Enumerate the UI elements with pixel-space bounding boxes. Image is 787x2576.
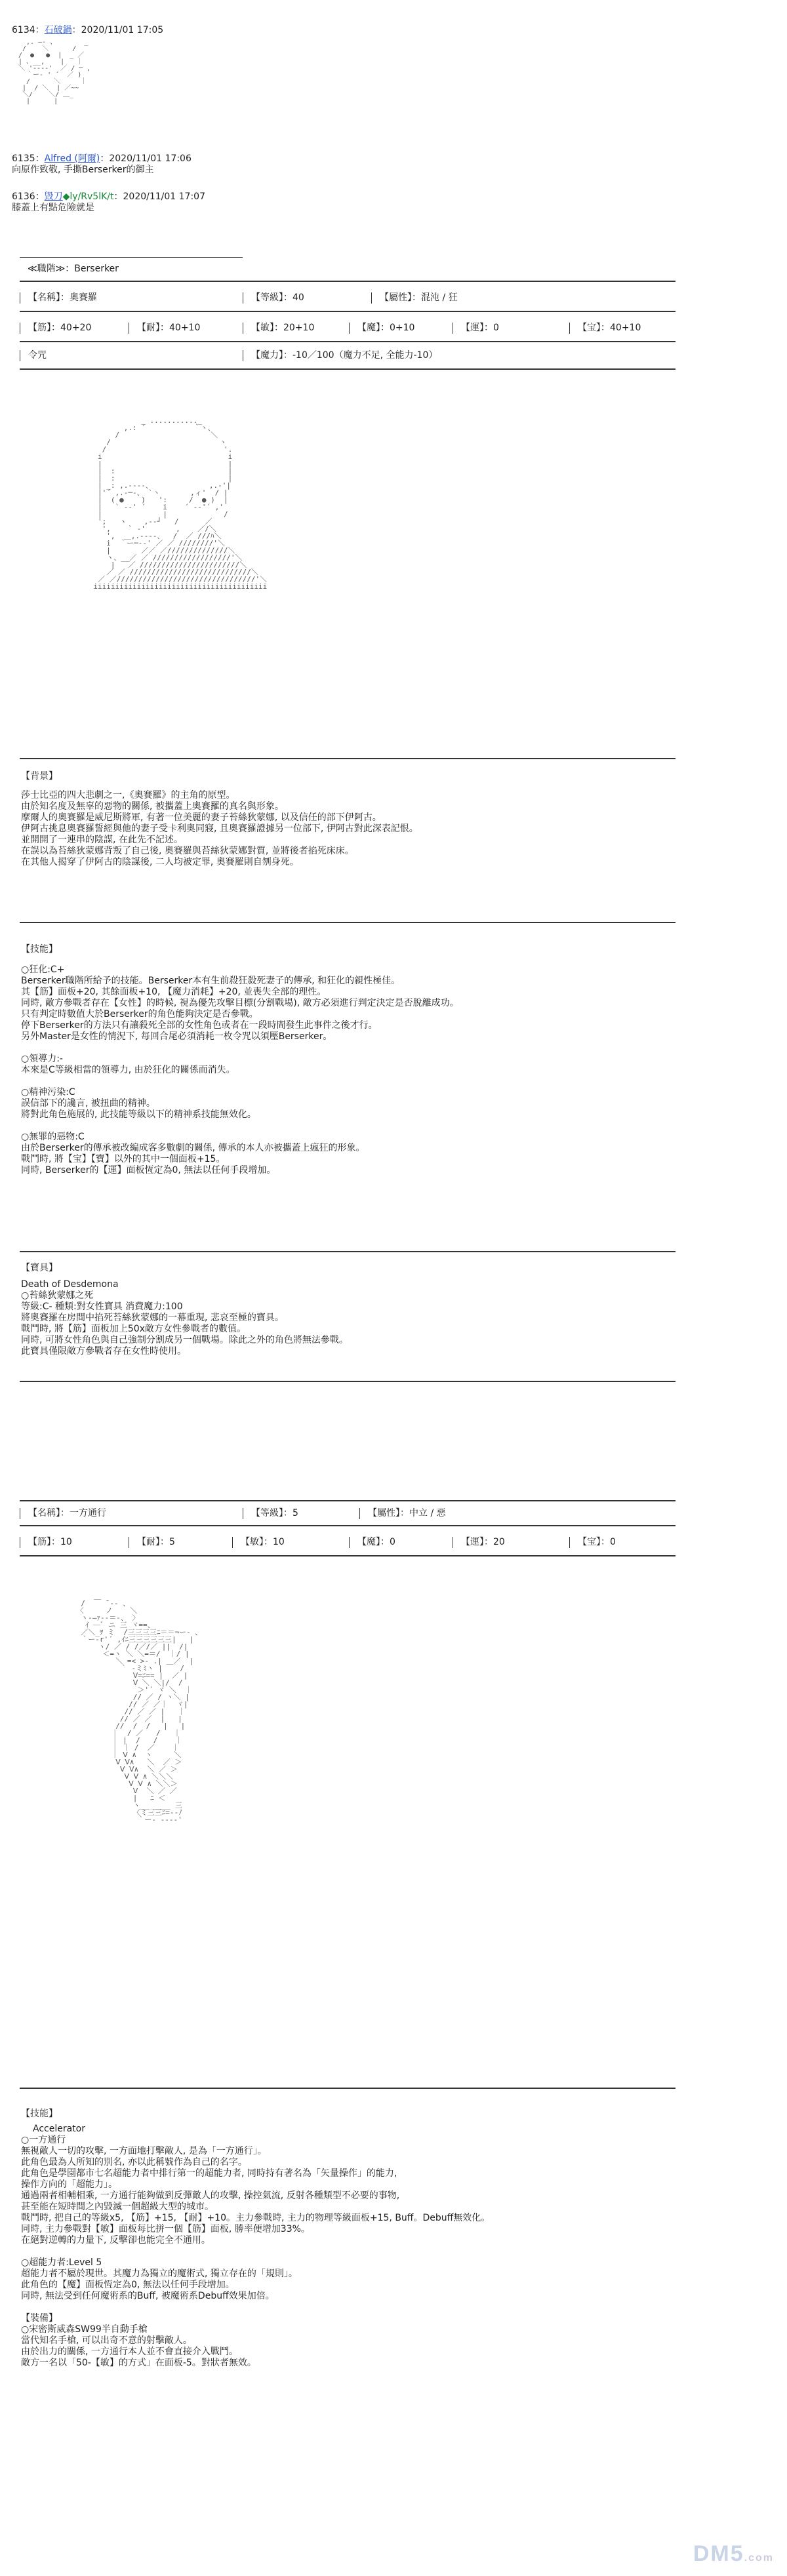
skill2-line: 當代知名手槍, 可以出奇不意的射擊敵人。 (21, 2335, 192, 2346)
card1-rule (20, 311, 676, 312)
skill2-line: 超能力者不屬於現世。其魔力為獨立的魔術式, 獨立存在的「規則」。 (21, 2269, 298, 2279)
skill-line: 其【筋】面板+20, 其餘面板+10, 【魔力消耗】+20, 並喪失全部的理性。 (21, 987, 327, 997)
background-line: 在其他人揭穿了伊阿古的陰謀後, 二人均被定罪, 奧賽羅則自刎身死。 (21, 857, 299, 867)
watermark-logo: DM5 (693, 2541, 744, 2566)
noble-line: ○苔絲狄蒙娜之死 (21, 1290, 94, 1301)
noble-line: 同時, 可將女性角色與自己強制分割成另一個戰場。除此之外的角色將無法參戰。 (21, 1335, 348, 1345)
card2-str: 【筋】：10 (20, 1537, 72, 1548)
post-number: 6136： (12, 191, 45, 202)
card1-rule (20, 368, 676, 370)
post-6135 (12, 153, 192, 176)
noble-line: 此寶具僅限敵方參戰者存在女性時使用。 (21, 1346, 186, 1357)
noble-line: 等級:C- 種類:對女性寶具 消費魔力:100 (21, 1301, 183, 1312)
section-rule (20, 2088, 676, 2089)
card2-name: 【名稱】：一方通行 (20, 1508, 106, 1519)
skill2-line: ○一方通行 (21, 2135, 66, 2145)
background-header: 【背景】 (21, 771, 58, 782)
ascii-art-doodle: ,. ―‐ 、 _ / ＼ / / ● ● | _ ／ | 、__, | ｜ ＼ '‐--‐' ／ / ─ , ｀ー‐ ' ´ ／ ) / ＼ ｜ | / ＼ | ／~~ ＼/ ＼/ ＿_ | | (18, 39, 91, 105)
card2-rule (20, 1555, 676, 1556)
skill-line: ○領導力:- (21, 1054, 63, 1064)
background-section (21, 771, 677, 868)
card1-rule (20, 281, 676, 282)
card1-magic: 【魔力】：-10／100（魔力不足, 全能力-10） (243, 350, 437, 361)
post-author-link[interactable]: 毀刀 (44, 191, 63, 202)
background-line: 伊阿古挑息奧賽羅誓經與他的妻子受卡利奧同寢, 且奧賽羅證據另一位部下, 伊阿古對此深表記恨。 (21, 823, 418, 834)
skills-section (21, 944, 677, 1176)
card1-command-seal: 令咒 (20, 350, 47, 361)
skill2-line: 操作方向的「超能力」。 (21, 2179, 117, 2190)
skill2-line: 同時, 主力參戰對【敏】面板每比拼一個【筋】面板, 勝率便增加33%。 (21, 2224, 310, 2234)
watermark-domain: .com (744, 2552, 774, 2564)
skill2-line: 此角色是學園都市七名超能力者中排行第一的超能力者, 同時持有著名為「矢量操作」的能力, (21, 2168, 397, 2179)
skill2-line: 通過兩者相輔相乘, 一方通行能夠做到反彈敵人的攻擊, 操控氣流, 反射各種類型不必要的事物, (21, 2190, 400, 2201)
card2-agi: 【敏】：10 (232, 1537, 285, 1548)
skills2-section (21, 2109, 677, 2369)
background-line: 摩爾人的奧賽羅是威尼斯將軍, 有著一位美麗的妻子苔絲狄蒙娜, 以及信任的部下伊阿古。 (21, 812, 382, 823)
skill2-line: 敵方一名以「50-【敏】的方式」在面板-5。對狀者無效。 (21, 2358, 256, 2368)
card2-rule (20, 1525, 676, 1526)
card1-level: 【等級】：40 (243, 292, 304, 304)
section-rule (20, 1381, 676, 1382)
post-trip: ◆ly/Rv5lK/t (62, 191, 114, 202)
skill-line: 誤信部下的讒言, 被扭曲的精神。 (21, 1098, 155, 1109)
card1-agi: 【敏】：20+10 (243, 323, 314, 334)
skill-line: Berserker職階所給予的技能。Berserker本有生前殺狂殺死妻子的傳承, 和狂化的親性極佳。 (21, 976, 401, 986)
skills-header: 【技能】 (21, 944, 58, 955)
skill2-line: ○宋密斯威森SW99半自動手槍 (21, 2324, 148, 2335)
background-line: 並開開了一連串的陰謀, 在此先不記述。 (21, 835, 183, 845)
card1-end: 【耐】：40+10 (129, 323, 200, 334)
card2-alignment: 【屬性】：中立 / 惡 (359, 1508, 446, 1519)
post-6136 (12, 191, 205, 214)
post-date: ：2020/11/01 17:05 (71, 25, 164, 35)
noble-title: Death of Desdemona (21, 1279, 119, 1290)
card1-alignment: 【屬性】：混沌 / 狂 (371, 292, 458, 304)
skill-line: 本來是C等級相當的領導力, 由於狂化的關係而消失。 (21, 1065, 235, 1075)
card1-rule (20, 341, 676, 342)
post-author-link[interactable]: Alfred (阿爾) (44, 153, 100, 164)
post-author-link[interactable]: 石破鍋 (44, 25, 72, 35)
post-number: 6134： (12, 25, 45, 35)
noble-line: 將奧賽羅在房間中掐死苔絲狄蒙娜的一幕重現, 悲哀至極的寶具。 (21, 1313, 284, 1323)
skill-line: 戰鬥時, 將【宝】【寶】以外的其中一個面板+15。 (21, 1154, 226, 1164)
skills2-header: 【技能】 (21, 2109, 58, 2119)
noble-line: 戰鬥時, 將【筋】面板加上50x敵方女性參戰者的數值。 (21, 1324, 246, 1334)
skill-line: 同時, 敵方參戰者存在【女性】的時候, 視為優先攻擊目標(分割戰場), 敵方必須進行判定決定是否脫離成功。 (21, 998, 459, 1008)
skill2-line: 無視敵人一切的攻擊, 一方面地打擊敵人, 是為「一方通行」。 (21, 2146, 267, 2156)
card1-top-rule (20, 257, 243, 258)
card1-mana: 【魔】：0+10 (349, 323, 414, 334)
card1-luck: 【運】：0 (453, 323, 499, 334)
skill-line: ○無罪的惡物:C (21, 1132, 85, 1142)
skill2-line: 此角色最為人所知的別名, 亦以此稱號作為自己的名字。 (21, 2157, 247, 2168)
skill2-line: 此角色的【魔】面板恆定為0, 無法以任何手段增加。 (21, 2280, 235, 2290)
post-6134 (12, 25, 163, 36)
skill-line: 由於Berserker的傳承被改編成客多數劇的關係, 傳承的本人亦被攜蓋上瘋狂的形象。 (21, 1143, 365, 1153)
card2-rule (20, 1500, 676, 1501)
skill-line: 同時, Berserker的【運】面板恆定為0, 無法以任何手段增加。 (21, 1165, 276, 1176)
background-line: 在誤以為苔絲狄蒙娜背叛了自己後, 奧賽羅與苔絲狄蒙娜對質, 並將後者掐死床床。 (21, 846, 354, 856)
skill2-line: 在絕對逆轉的力量下, 反擊卻也能完全不通用。 (21, 2235, 211, 2246)
card2-level: 【等級】：5 (243, 1508, 298, 1519)
post-date: ：2020/11/01 17:07 (113, 191, 205, 202)
skills2-title: Accelerator (33, 2124, 85, 2134)
skill-line: ○狂化:C+ (21, 964, 65, 975)
section-rule (20, 1251, 676, 1252)
background-line: 莎士比亞的四大悲劇之一,《奧賽羅》的主角的原型。 (21, 790, 235, 801)
card2-luck: 【運】：20 (453, 1537, 505, 1548)
post-body: 膝蓋上有點危險就是 (12, 203, 94, 213)
skill-line: ○精神污染:C (21, 1087, 75, 1098)
skill-line: 只有判定時數值大於Berserker的角色能夠決定是否參戰。 (21, 1009, 258, 1020)
card1-class: ≪職階≫：Berserker (28, 264, 119, 274)
site-watermark (693, 2541, 774, 2567)
skill2-line: 戰鬥時, 把自己的等級x5, 【筋】+15, 【耐】+10。主力參戰時, 主力的物理等級面板+15, Buff。Debuff無效化。 (21, 2213, 491, 2223)
background-line: 由於知名度及無辜的惡物的關係, 被攜蓋上奧賽羅的真名與形象。 (21, 801, 284, 812)
skill-line: 另外Master是女性的情況下, 每回合尾必須消耗一枚令咒以須壓Berserker。 (21, 1031, 333, 1042)
post-date: ：2020/11/01 17:06 (100, 153, 192, 164)
post-number: 6135： (12, 153, 45, 164)
skill-line: 停下Berserker的方法只有讓殺死全部的女性角色或者在一段時間發生此事件之後才行。 (21, 1020, 378, 1031)
section-rule (20, 758, 676, 759)
card1-str: 【筋】：40+20 (20, 323, 91, 334)
skill2-line: ○超能力者:Level 5 (21, 2257, 102, 2268)
card1-name: 【名稱】：奧賽羅 (20, 292, 97, 304)
card2-mana: 【魔】：0 (349, 1537, 395, 1548)
post-body: 向原作致敬, 手撕Berserker的御主 (12, 165, 154, 175)
ascii-art-accelerator: / ￣ ̄ ‐- 、 〈 ノ ＼ ヽ-―ｧ‐‐＝-、 〉 ｲ ─ﾞ ニ 三 ヾ==、 ／＼_ｦ ミ /三三三三ﾆ＝＝¬ー- 、 ｀ー-r'´ ,ｲﾆ三三三三三三| | ヽ/ ／ / /／/／ || /| ＜=ヽ ＼ ＼=＝/ ｜/ | ＼ =< >‐ .| ＿／ | ｀ ‐ミﾐヽ | / Ⅴ=ﾆ== | ／ | Ⅴ ＼ ＼|/ / ＞'´ ヾ ＼ ｜ // ／ / ヽ＼ | // ／ ／｜ ヾ| // ／ ／ | ｜ // ／ ／ | | // / / | | ｜ / ／ / ｜ ｜ | / / ｜ ｜ ｜ / ／ ｜ ｜ Ⅴ ∧ ヽ ＼ Ⅴ Ⅴ∧ ＼ ／ ＞ Ⅴ Ⅴ∧ ＼ ／ ＞ Ⅴ Ⅴ ∧ ＼＼＼ Ⅴ Ⅴ ∧ ＼＼＞ Ⅴ ＼ ／ ／ | ﾆ ＜ ヽ__ ____ 三 〈ミ三三ﾆ=‐‐ﾉ ｀ー‐ ‐‐‐‐' (76, 1599, 203, 1824)
equipment-header: 【裝備】 (21, 2313, 58, 2324)
ascii-art-berserker: _ ..........._ ,.: ´ ｀ヽ、 / ＼ / ヽ / '. i i | | | : | | : | | _: ,.-‐‐-、 ,.-'| |'´ ,.-─-、 `ヽ ,ィ' / | | ( ● ) ': / ● ) | | ` ‐‐' ´ i ´ ‐‐'´ ,' | | / '; ヽ ,-‐┘ / ／ ', ` ‐' , ／/＼ ', ＿,.-‐‐‐、 / ／ ///ﾊ＼ i ｀ー─‐‐' ／ ／ ////////'＼ | ／／ ／//////////////＼ ヽ、__／ ／ //////////////////'＼ | ／ ///////////////////////＼ ／ ／ ////////////////////////////＼ ／ ／////////////////////////////////'＼ iiiiiiiiiiiiiiiiiiiiiiiiiiiiiiiiiiiiiiii (93, 416, 268, 591)
card1-np: 【宝】：40+10 (569, 323, 641, 334)
skill-line: 將對此角色施展的, 此技能等級以下的精神系技能無效化。 (21, 1109, 256, 1120)
skill2-line: 甚至能在短時間之內毀滅一個超級大型的城市。 (21, 2202, 214, 2212)
card2-np: 【宝】：0 (569, 1537, 616, 1548)
skill2-line: 同時, 無法受到任何魔術系的Buff, 被魔術系Debuff效果加倍。 (21, 2291, 275, 2301)
noble-phantasm-section (21, 1263, 677, 1357)
noble-header: 【寶具】 (21, 1263, 58, 1273)
skill2-line: 由於出力的關係, 一方通行本人並不會直接介入戰鬥。 (21, 2347, 238, 2357)
card2-end: 【耐】：5 (129, 1537, 175, 1548)
section-rule (20, 922, 676, 923)
